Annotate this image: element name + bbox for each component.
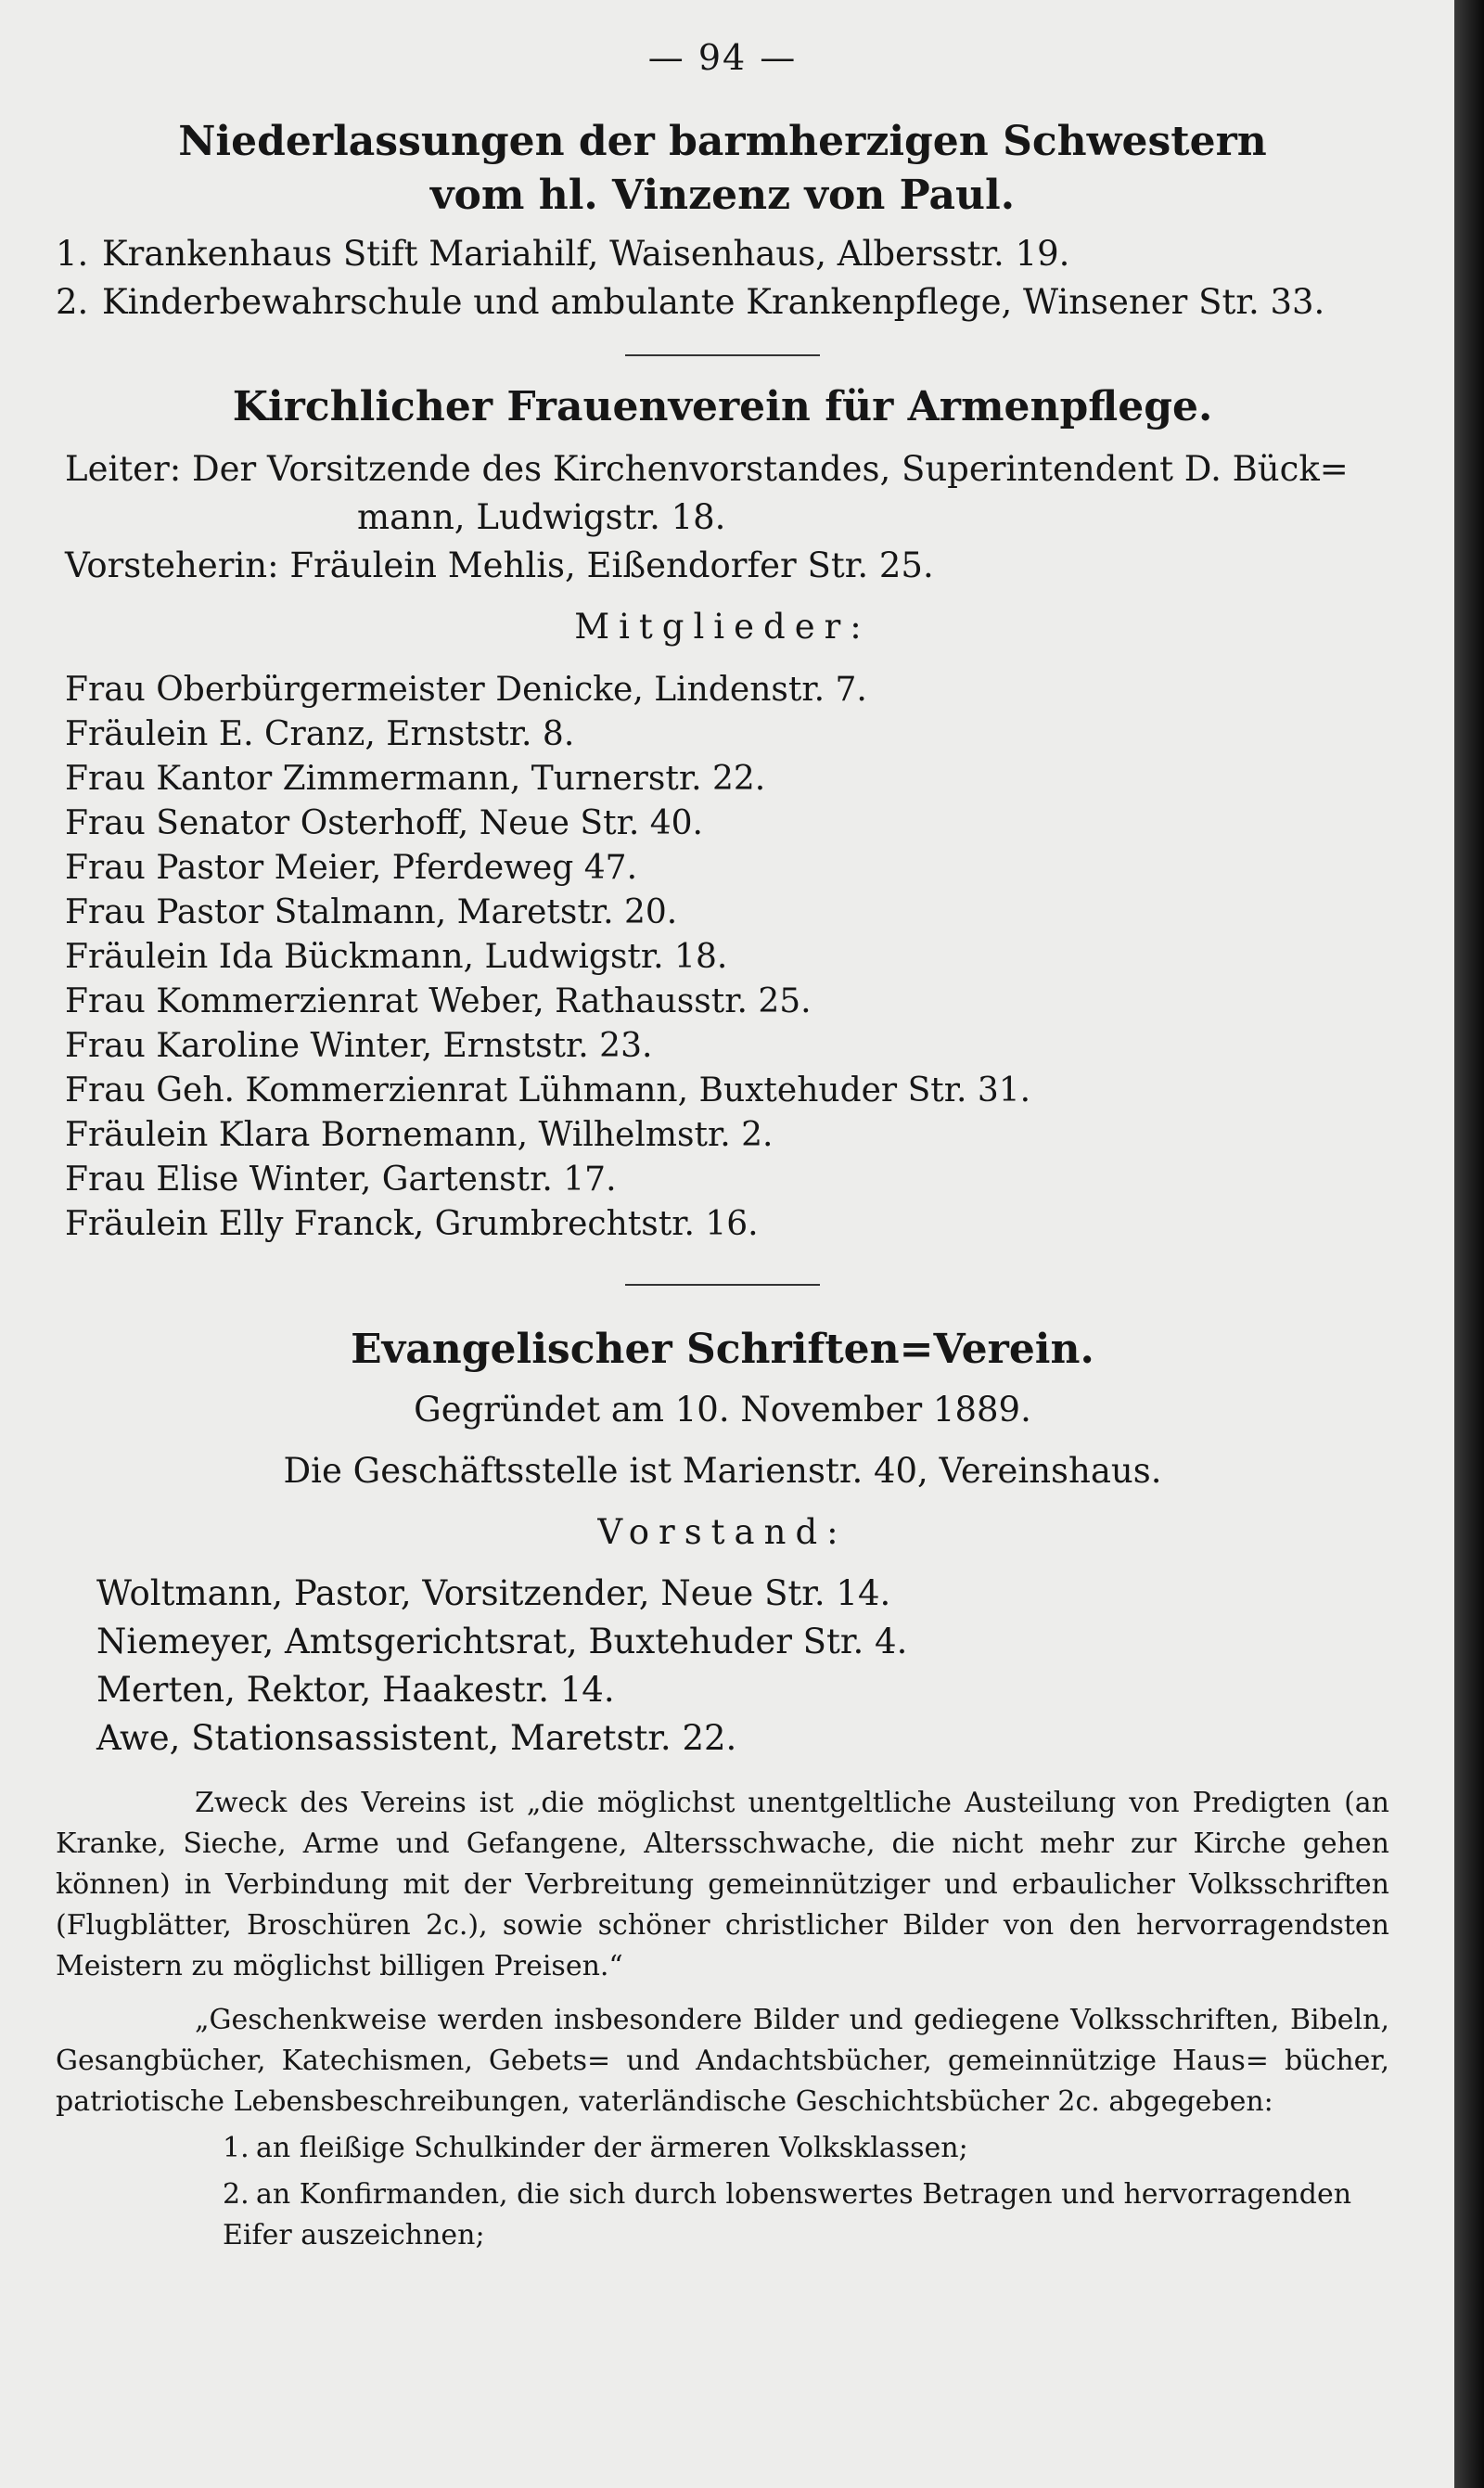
member-item: Fräulein E. Cranz, Ernststr. 8. [65,715,575,753]
page-number: — 94 — [647,37,798,78]
office-line: Die Geschäftsstelle ist Marienstr. 40, Vereinshaus. [283,1451,1162,1491]
board-item: Awe, Stationsassistent, Maretstr. 22. [96,1718,737,1758]
purpose-paragraph: Zweck des Vereins ist „die möglichst unentgeltliche Austeilung von Predigten (an Kranke, Sieche, Arme und Gefangene, Altersschwache, die nicht mehr zur Kirche gehen können) in Verbindung mit der Verbreitung gemeinnütziger und erbaulicher Volksschriften (Flugblätter, Broschüren 2c.), sowie schöner christlicher Bilder von den hervorragendsten Meistern zu möglichst billigen Preisen.“ [56,1787,1389,1982]
list-item [56,278,1389,327]
divider [625,1284,820,1286]
members-heading: Mitglieder: [574,607,871,647]
leiter-line: Leiter: Der Vorsitzende des Kirchenvorstandes, Superintendent D. Bück= [65,449,1349,489]
board-item: Merten, Rektor, Haakestr. 14. [96,1670,615,1710]
section-schriften-verein [56,1323,1389,2256]
member-item: Frau Oberbürgermeister Denicke, Lindenstr. 7. [65,671,867,709]
item-text: an fleißige Schulkinder der ärmeren Volksklassen; [256,2132,968,2164]
founded-line: Gegründet am 10. November 1889. [414,1390,1031,1430]
gift-list-item [223,2128,1389,2169]
member-item: Frau Kommerzienrat Weber, Rathausstr. 25. [65,982,812,1020]
section-title-line2: vom hl. Vinzenz von Paul. [429,172,1016,219]
member-item: Frau Kantor Zimmermann, Turnerstr. 22. [65,760,766,798]
member-item: Frau Geh. Kommerzienrat Lühmann, Buxtehuder Str. 31. [65,1071,1031,1109]
section-title-line1: Niederlassungen der barmherzigen Schwestern [178,118,1267,165]
section-sisters [56,115,1389,327]
divider [625,354,820,356]
vorsteherin-line: Vorsteherin: Fräulein Mehlis, Eißendorfer Str. 25. [65,545,934,585]
board-item: Niemeyer, Amtsgerichtsrat, Buxtehuder Str. 4. [96,1622,908,1661]
page-edge [1454,0,1484,2488]
members-list [56,668,1389,1247]
item-text: Kinderbewahrschule und ambulante Krankenpflege, Winsener Str. 33. [102,282,1325,322]
section-title: Kirchlicher Frauenverein für Armenpflege. [232,383,1213,430]
item-number: 1. [56,234,89,274]
gifts-paragraph: „Geschenkweise werden insbesondere Bilder und gediegene Volksschriften, Bibeln, Gesangbücher, Katechismen, Gebets= und Andachtsbücher, gemeinnützige Haus= bücher, patriotische Lebensbeschreibungen, vaterländische Geschichtsbücher 2c. abgegeben: [56,2004,1389,2118]
board-heading: Vorstand: [597,1512,848,1552]
board-list [56,1570,1389,1763]
item-text: Krankenhaus Stift Mariahilf, Waisenhaus, Albersstr. 19. [102,234,1070,274]
section-title: Evangelischer Schriften=Verein. [351,1326,1094,1373]
item-text: an Konfirmanden, die sich durch lobenswertes Betragen und hervorragenden Eifer auszeichnen; [223,2178,1352,2251]
list-item [56,230,1389,278]
item-number: 2. [56,282,89,322]
leiter-line-continued: mann, Ludwigstr. 18. [357,497,726,537]
item-number: 1. [223,2132,249,2164]
member-item: Frau Pastor Stalmann, Maretstr. 20. [65,893,678,931]
member-item: Frau Karoline Winter, Ernststr. 23. [65,1027,653,1065]
section-frauenverein [56,380,1389,1247]
member-item: Frau Pastor Meier, Pferdeweg 47. [65,849,638,887]
member-item: Frau Senator Osterhoff, Neue Str. 40. [65,804,703,842]
board-item: Woltmann, Pastor, Vorsitzender, Neue Str. 14. [96,1573,891,1613]
member-item: Fräulein Ida Bückmann, Ludwigstr. 18. [65,938,728,976]
member-item: Fräulein Klara Bornemann, Wilhelmstr. 2. [65,1116,774,1154]
member-item: Fräulein Elly Franck, Grumbrechtstr. 16. [65,1205,759,1243]
item-number: 2. [223,2178,249,2211]
gift-list-item [223,2174,1389,2256]
member-item: Frau Elise Winter, Gartenstr. 17. [65,1161,617,1199]
